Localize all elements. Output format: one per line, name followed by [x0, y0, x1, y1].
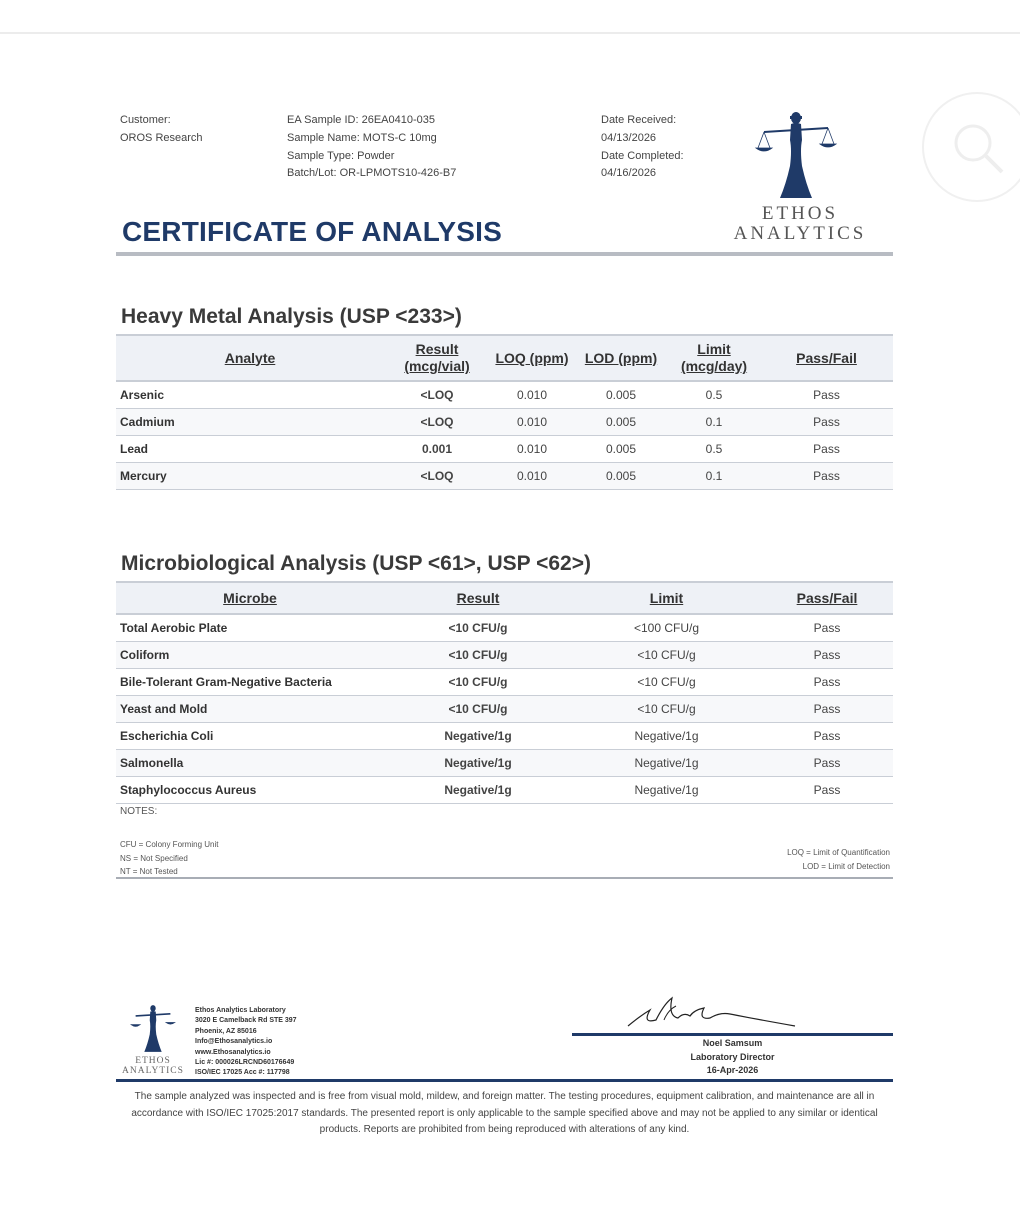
col-limit: Limit	[649, 589, 684, 606]
signature-image	[620, 990, 820, 1034]
logo-line-1: ETHOS	[761, 203, 839, 224]
limit-cell: Negative/1g	[634, 782, 699, 797]
disclaimer-text: The sample analyzed was inspected and is free from visual mold, mildew, and foreign matter. The testing procedures, equipment calibration, and maintenance are all in accordance with ISO/IEC 17025:2017 standards. The presented report is only applicable to the sample specified above and may not be applied to any similar or identical products. Reports are prohibited from being reproduced with alterations of any kind.	[131, 1091, 878, 1135]
lab-iso: ISO/IEC 17025 Acc #: 117798	[195, 1069, 290, 1077]
passfail-cell: Pass	[813, 441, 840, 456]
table-row	[116, 668, 893, 695]
footer-logo-line-2: ANALYTICS	[122, 1066, 184, 1076]
ethos-logo	[720, 204, 880, 244]
limit-cell: 0.5	[705, 441, 723, 456]
passfail-cell: Pass	[813, 620, 841, 635]
analyte-cell: Lead	[120, 441, 149, 456]
result-cell: <LOQ	[420, 414, 454, 429]
scales-of-justice-figure-icon	[750, 110, 842, 202]
result-cell: <10 CFU/g	[448, 647, 508, 662]
col-limit-line1: Limit	[697, 341, 731, 357]
passfail-cell: Pass	[813, 728, 841, 743]
result-cell: Negative/1g	[444, 728, 512, 743]
customer-block	[120, 112, 203, 148]
passfail-cell: Pass	[813, 647, 841, 662]
footer-scales-of-justice-icon	[128, 1004, 178, 1054]
limit-cell: <10 CFU/g	[637, 647, 696, 662]
lod-cell: 0.005	[605, 414, 637, 429]
loq-cell: 0.010	[516, 387, 548, 402]
col-lod: LOD (ppm)	[584, 349, 658, 366]
limit-cell: <10 CFU/g	[637, 674, 696, 689]
lod-cell: 0.005	[605, 387, 637, 402]
limit-cell: <10 CFU/g	[637, 701, 696, 716]
microbe-cell: Coliform	[120, 647, 170, 662]
lod-cell: 0.005	[605, 441, 637, 456]
note-loq: LOQ = Limit of Quantification	[787, 848, 890, 857]
limit-cell: Negative/1g	[634, 755, 699, 770]
title-divider	[116, 252, 893, 256]
analyte-cell: Arsenic	[120, 387, 165, 402]
dates-block	[601, 112, 684, 183]
result-cell: <10 CFU/g	[448, 620, 508, 635]
col-limit	[668, 335, 760, 381]
table-header-row	[116, 335, 893, 381]
lab-street: 3020 E Camelback Rd STE 397	[195, 1017, 297, 1025]
result-cell: <LOQ	[420, 468, 454, 483]
note-cfu: CFU = Colony Forming Unit	[120, 840, 219, 849]
lab-license: Lic #: 000026LRCND60176649	[195, 1059, 295, 1067]
signature-line	[572, 1033, 893, 1036]
loq-cell: 0.010	[516, 441, 548, 456]
page-title: CERTIFICATE OF ANALYSIS	[122, 216, 503, 247]
lod-cell: 0.005	[605, 468, 637, 483]
customer-value: OROS Research	[120, 131, 203, 144]
table-row	[116, 722, 893, 749]
batch-lot: Batch/Lot: OR-LPMOTS10-426-B7	[287, 167, 457, 180]
microbe-cell: Staphylococcus Aureus	[120, 782, 257, 797]
heavy-metal-table	[116, 334, 893, 490]
passfail-cell: Pass	[813, 674, 841, 689]
table-row	[116, 435, 893, 462]
sample-block	[287, 112, 456, 183]
signatory-block	[572, 1037, 893, 1078]
date-completed-label: Date Completed:	[601, 149, 684, 162]
col-passfail: Pass/Fail	[796, 349, 857, 366]
col-result-line1: Result	[415, 341, 459, 357]
result-cell: <10 CFU/g	[448, 701, 508, 716]
notes-divider	[116, 877, 893, 879]
microbe-cell: Bile-Tolerant Gram-Negative Bacteria	[120, 674, 332, 689]
result-cell: <LOQ	[420, 387, 454, 402]
sample-name: Sample Name: MOTS-C 10mg	[287, 131, 437, 144]
footer-logo-text	[114, 1056, 192, 1076]
date-completed: 04/16/2026	[601, 167, 657, 180]
signature-date: 16-Apr-2026	[706, 1065, 759, 1075]
date-received-label: Date Received:	[601, 114, 677, 126]
result-cell: Negative/1g	[444, 755, 512, 770]
limit-cell: 0.1	[705, 468, 723, 483]
notes-right	[787, 846, 890, 873]
footer-logo-line-1: ETHOS	[135, 1056, 171, 1066]
table-row	[116, 614, 893, 641]
footer-divider	[116, 1079, 893, 1082]
col-microbe: Microbe	[223, 589, 277, 606]
note-nt: NT = Not Tested	[120, 867, 178, 876]
limit-cell: 0.5	[705, 387, 723, 402]
passfail-cell: Pass	[813, 414, 840, 429]
analyte-cell: Cadmium	[120, 414, 175, 429]
table-row	[116, 381, 893, 408]
microbe-cell: Escherichia Coli	[120, 728, 214, 743]
note-lod: LOD = Limit of Detection	[802, 861, 890, 871]
table-row	[116, 408, 893, 435]
result-cell: Negative/1g	[444, 782, 512, 797]
heavy-metal-title: Heavy Metal Analysis (USP <233>)	[121, 305, 462, 328]
limit-cell: 0.1	[705, 414, 723, 429]
table-header-row	[116, 582, 893, 614]
result-cell: 0.001	[421, 441, 453, 456]
table-row	[116, 641, 893, 668]
date-received: 04/13/2026	[601, 131, 657, 144]
zoom-magnifier-icon[interactable]	[922, 92, 1020, 202]
limit-cell: Negative/1g	[634, 728, 699, 743]
note-ns: NS = Not Specified	[120, 853, 188, 863]
table-row	[116, 749, 893, 776]
micro-title: Microbiological Analysis (USP <61>, USP <62>)	[121, 552, 591, 575]
result-cell: <10 CFU/g	[448, 674, 508, 689]
top-divider	[0, 32, 1020, 34]
customer-label: Customer:	[120, 114, 171, 126]
col-result	[384, 335, 490, 381]
notes-label: NOTES:	[120, 806, 158, 817]
col-passfail: Pass/Fail	[796, 589, 858, 606]
col-limit-line2: (mcg/day)	[680, 358, 748, 374]
lab-name: Ethos Analytics Laboratory	[195, 1007, 286, 1014]
col-result-line2: (mcg/vial)	[404, 358, 470, 374]
loq-cell: 0.010	[516, 414, 548, 429]
col-analyte: Analyte	[224, 349, 276, 366]
limit-cell: <100 CFU/g	[633, 620, 700, 635]
passfail-cell: Pass	[813, 468, 840, 483]
sample-id: EA Sample ID: 26EA0410-035	[287, 114, 435, 126]
notes-left	[120, 838, 218, 879]
table-row	[116, 776, 893, 803]
lab-email: Info@Ethosanalytics.io	[195, 1038, 273, 1046]
signatory-role: Laboratory Director	[690, 1051, 775, 1062]
lab-address-block	[195, 1006, 297, 1079]
microbe-cell: Salmonella	[120, 755, 184, 770]
analyte-cell: Mercury	[120, 468, 167, 483]
micro-table	[116, 581, 893, 804]
passfail-cell: Pass	[813, 782, 841, 797]
passfail-cell: Pass	[813, 701, 841, 716]
col-loq: LOQ (ppm)	[495, 349, 569, 366]
table-row	[116, 462, 893, 489]
signatory-name: Noel Samsum	[702, 1038, 763, 1048]
sample-type: Sample Type: Powder	[287, 149, 395, 162]
table-row	[116, 695, 893, 722]
lab-website: www.Ethosanalytics.io	[195, 1048, 271, 1056]
microbe-cell: Yeast and Mold	[120, 701, 208, 716]
logo-line-2: ANALYTICS	[733, 223, 867, 244]
loq-cell: 0.010	[516, 468, 548, 483]
lab-city: Phoenix, AZ 85016	[195, 1027, 257, 1035]
microbe-cell: Total Aerobic Plate	[120, 620, 228, 635]
passfail-cell: Pass	[813, 755, 841, 770]
passfail-cell: Pass	[813, 387, 840, 402]
col-result: Result	[456, 589, 500, 606]
